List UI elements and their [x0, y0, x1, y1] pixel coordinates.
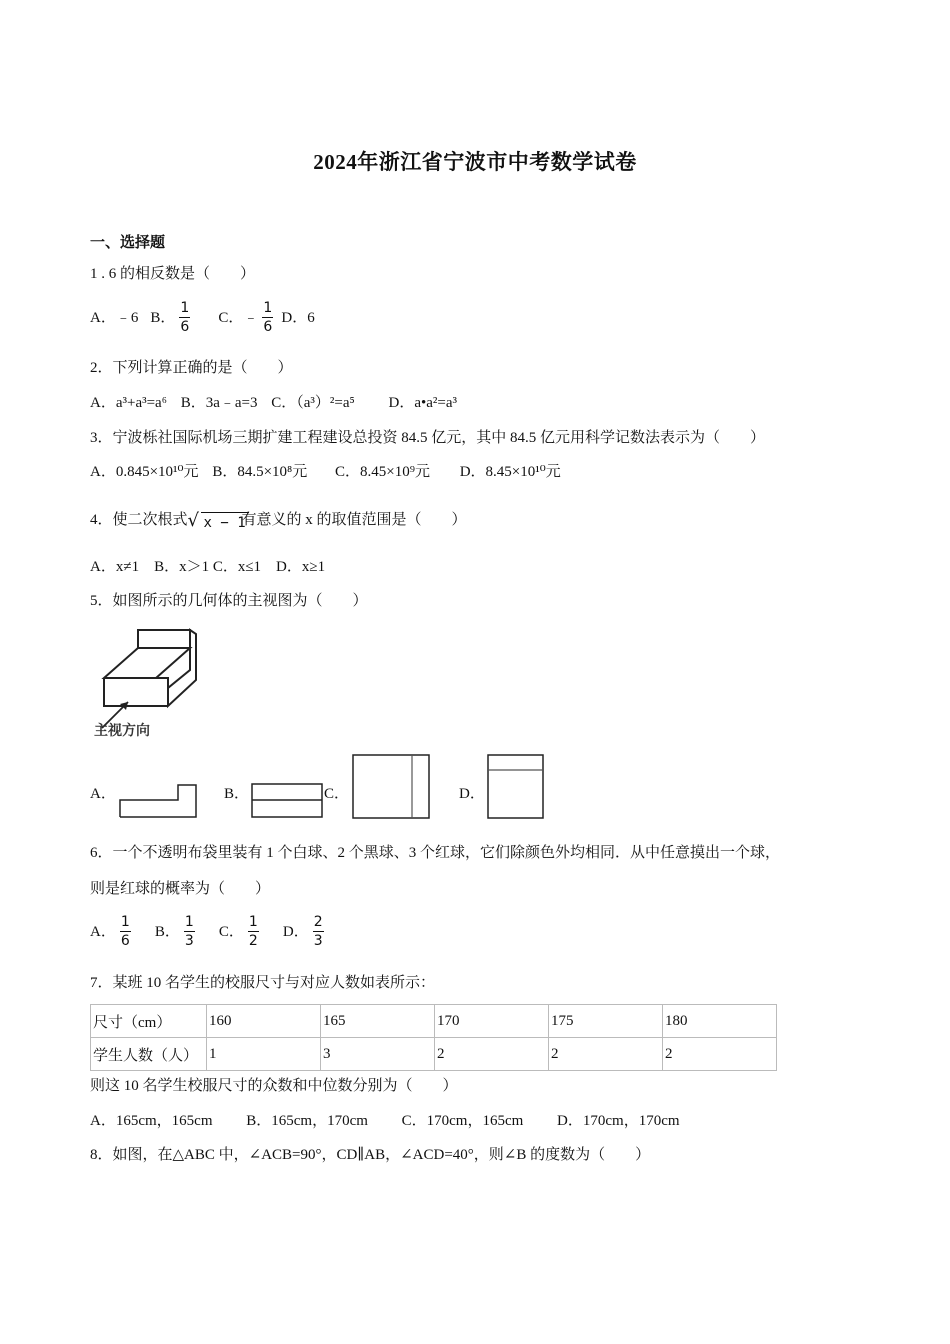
q3-stem: 3．宁波栎社国际机场三期扩建工程建设总投资 84.5 亿元，其中 84.5 亿元用科学记数法表示为（ ） — [90, 430, 766, 446]
q5-figure-caption: 主视方向 — [94, 723, 150, 739]
table-cell: 180 — [663, 1005, 777, 1038]
q4-stem-before: 4．使二次根式 — [90, 512, 188, 528]
q6-a-denominator: 6 — [120, 933, 130, 949]
q6-stem-line2: 则是红球的概率为（ ） — [90, 881, 271, 897]
q6-option-b-fraction — [184, 914, 195, 949]
q6-d-numerator: 2 — [313, 914, 323, 930]
q6-option-a-fraction — [120, 914, 131, 949]
table-cell: 165 — [321, 1005, 435, 1038]
q5-stem: 5．如图所示的几何体的主视图为（ ） — [90, 593, 368, 609]
q7-option-c: C．170cm，165cm — [401, 1113, 524, 1129]
q3-option-a: A．0.845×10¹⁰元 — [90, 464, 199, 480]
q6-options — [90, 914, 328, 949]
q1-option-b-fraction — [179, 300, 190, 335]
q6-option-a-label: A． — [90, 923, 116, 940]
q1-option-b-label: B． — [150, 309, 176, 326]
q6-option-d-label: D． — [282, 923, 309, 940]
q6-c-denominator: 2 — [248, 933, 258, 949]
q6-a-numerator: 1 — [120, 914, 130, 930]
q8-stem: 8．如图，在△ABC 中，∠ACB=90°，CD∥AB，∠ACD=40°，则∠B 的度数为（ ） — [90, 1147, 651, 1163]
q7-option-b: B．165cm，170cm — [246, 1113, 368, 1129]
q7-followup: 则这 10 名学生校服尺寸的众数和中位数分别为（ ） — [90, 1078, 458, 1094]
q4-stem — [90, 510, 467, 530]
q1-b-numerator: 1 — [180, 300, 190, 316]
q6-b-denominator: 3 — [184, 933, 194, 949]
q2-option-a: A．a³+a³=a⁶ — [90, 395, 167, 411]
table-cell: 160 — [207, 1005, 321, 1038]
table-cell: 1 — [207, 1038, 321, 1071]
q2-option-d: D．a•a²=a³ — [388, 395, 458, 411]
q7-stem: 7．某班 10 名学生的校服尺寸与对应人数如表所示： — [90, 975, 436, 991]
q5-label-a: A． — [90, 786, 116, 802]
q6-c-numerator: 1 — [248, 914, 258, 930]
q2-option-c: C．（a³）²=a⁵ — [271, 395, 355, 411]
right-side — [168, 630, 196, 706]
q1-option-d: D．6 — [281, 309, 315, 326]
q4-stem-after: 有意义的 x 的取值范围是（ ） — [241, 512, 467, 528]
q2-stem: 2．下列计算正确的是（ ） — [90, 360, 293, 376]
q5-option-a-view — [118, 783, 200, 819]
upper-step-top — [104, 648, 190, 678]
q4-options: A．x≠1 B．x＞1 C．x≤1 D．x≥1 — [90, 559, 326, 575]
upper-step-front — [138, 630, 190, 648]
q6-option-d-fraction — [313, 914, 324, 949]
q5-option-c-view — [352, 754, 432, 820]
page-title: 2024年浙江省宁波市中考数学试卷 — [313, 150, 637, 174]
q1-option-c-label: C．﹣ — [218, 309, 259, 326]
table-cell: 尺寸（cm） — [91, 1005, 207, 1038]
q6-option-c-fraction — [248, 914, 259, 949]
table-cell: 170 — [435, 1005, 549, 1038]
q3-option-b: B．84.5×10⁸元 — [212, 464, 308, 480]
q2-option-b: B．3a﹣a=3 — [180, 395, 258, 411]
q1-b-denominator: 6 — [180, 319, 190, 335]
table-cell: 2 — [549, 1038, 663, 1071]
q7-options — [90, 1111, 680, 1131]
q7-option-a: A．165cm，165cm — [90, 1113, 213, 1129]
q1-option-c-fraction — [262, 300, 273, 335]
table-cell: 学生人数（人） — [91, 1038, 207, 1071]
q6-option-b-label: B． — [154, 923, 180, 940]
table-cell: 2 — [663, 1038, 777, 1071]
q7-size-table — [90, 1004, 777, 1071]
q6-d-denominator: 3 — [313, 933, 323, 949]
table-row — [91, 1005, 777, 1038]
q5-label-b: B． — [224, 786, 250, 802]
q3-option-c: C．8.45×10⁹元 — [335, 464, 430, 480]
q4-radicand: x − 1 — [201, 512, 249, 533]
table-cell: 3 — [321, 1038, 435, 1071]
q3-options — [90, 462, 561, 482]
q5-label-d: D． — [459, 786, 485, 802]
radical-sign-icon: √ — [187, 510, 199, 531]
q3-option-d: D．8.45×10¹⁰元 — [459, 464, 561, 480]
q5-option-b-view — [251, 783, 325, 819]
q1-options — [90, 300, 315, 335]
q1-stem: 1 . 6 的相反数是（ ） — [90, 266, 256, 282]
section-heading: 一、选择题 — [90, 235, 166, 251]
table-cell: 175 — [549, 1005, 663, 1038]
table-cell: 2 — [435, 1038, 549, 1071]
q6-b-numerator: 1 — [184, 914, 194, 930]
q6-option-c-label: C． — [218, 923, 244, 940]
q5-option-d-view — [487, 754, 545, 820]
q1-option-a: A．﹣6 — [90, 309, 139, 326]
q1-c-numerator: 1 — [263, 300, 273, 316]
q7-option-d: D．170cm，170cm — [557, 1113, 680, 1129]
q5-label-c: C． — [324, 786, 350, 802]
q6-stem-line1: 6．一个不透明布袋里装有 1 个白球、2 个黑球、3 个红球，它们除颜色外均相同．从中任意摸出一个球， — [90, 845, 781, 861]
table-row — [91, 1038, 777, 1071]
q2-options — [90, 393, 457, 413]
q1-c-denominator: 6 — [263, 319, 273, 335]
